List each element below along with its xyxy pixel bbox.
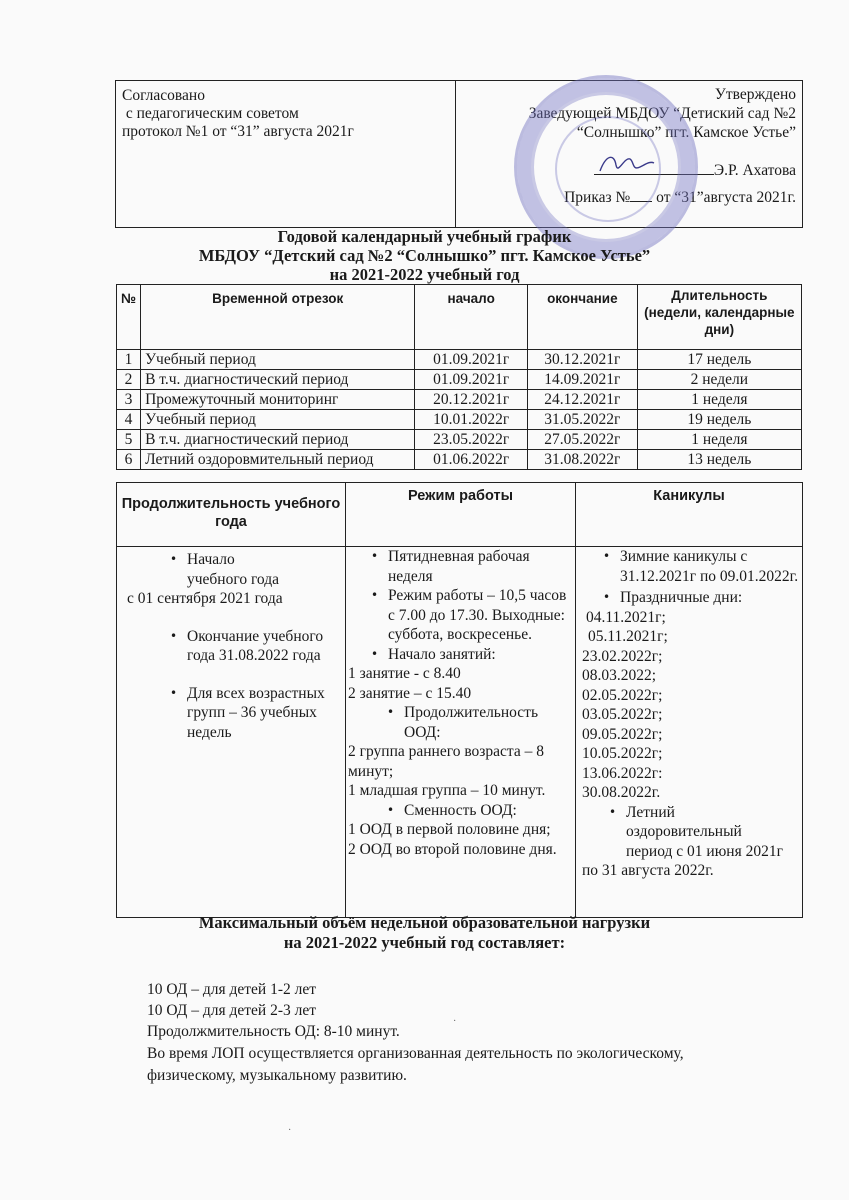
holiday-date: 05.11.2021г; [588, 628, 668, 645]
work-line: 2 группа раннего возраста – 8 минут; [348, 743, 545, 780]
approved-head [462, 161, 796, 180]
row-duration: 17 недель [637, 350, 801, 370]
doc-title: Годовой календарный учебный график [277, 227, 572, 246]
doc-year: на 2021-2022 учебный год [329, 265, 520, 284]
row-start: 23.05.2022г [415, 430, 528, 450]
holiday-date: 13.06.2022г: [582, 764, 663, 782]
row-name: Учебный период [141, 350, 415, 370]
holidays-cell [576, 547, 803, 918]
row-duration: 1 неделя [637, 430, 801, 450]
row-end: 30.12.2021г [528, 350, 638, 370]
header-work-mode: Режим работы [346, 483, 576, 547]
load-line: 10 ОД – для детей 2-3 лет [147, 1002, 317, 1019]
list-item: • Режим работы – 10,5 часов с 7.00 до 17.30. Выходные: суббота, воскресенье. [388, 586, 574, 645]
table-row [117, 430, 802, 450]
holiday-date: 10.05.2022г; [582, 745, 663, 762]
load-line: Во время ЛОП осуществляется организованная деятельность по экологическому, [147, 1045, 684, 1062]
agreed-cell [116, 81, 456, 227]
agreed-line: Согласовано [122, 87, 205, 104]
order-suffix: от “31”августа 2021г. [656, 189, 796, 206]
row-end: 31.08.2022г [528, 450, 638, 470]
row-num: 6 [117, 450, 141, 470]
row-name: В т.ч. диагностический период [141, 370, 415, 390]
list-item: • Окончание учебного года 31.08.2022 года [187, 627, 345, 666]
schedule-table [116, 284, 802, 470]
holiday-date: 08.03.2022; [582, 667, 657, 684]
header-num: № [117, 285, 141, 350]
row-start: 20.12.2021г [415, 390, 528, 410]
row-num: 3 [117, 390, 141, 410]
row-end: 31.05.2022г [528, 410, 638, 430]
year-length-cell [117, 547, 346, 918]
row-duration: 2 недели [637, 370, 801, 390]
row-duration: 19 недель [637, 410, 801, 430]
schedule-header-row [117, 285, 802, 350]
holiday-dates [578, 608, 800, 803]
approval-table [115, 80, 803, 228]
list-item: • Пятидневная рабочая неделя [388, 547, 574, 586]
load-line: физическому, музыкальному развитию. [147, 1067, 407, 1084]
list-item: • Сменность ООД: [404, 801, 574, 821]
row-start: 10.01.2022г [415, 410, 528, 430]
load-subtitle: на 2021-2022 учебный год составляет: [283, 933, 566, 952]
row-num: 4 [117, 410, 141, 430]
row-start: 01.09.2021г [415, 350, 528, 370]
doc-subtitle: МБДОУ “Детский сад №2 “Солнышко” пгт. Камское Устье” [198, 246, 651, 265]
agreed-line: с педагогическим советом [122, 105, 299, 122]
work-line: 2 ООД во второй половине дня. [348, 840, 557, 858]
list-item: • Зимние каникулы с 31.12.2021г по 09.01.2022г. [620, 547, 800, 586]
list-item: • Праздничные дни: [620, 588, 800, 608]
approved-cell [456, 81, 802, 227]
work-line: 1 младшая группа – 10 минут. [348, 782, 546, 799]
table-row [117, 450, 802, 470]
row-start: 01.06.2022г [415, 450, 528, 470]
table-row [117, 390, 802, 410]
holiday-date: 02.05.2022г; [582, 686, 663, 704]
order-prefix: Приказ № [564, 189, 631, 206]
list-item: • Для всех возрастных групп – 36 учебных недель [187, 684, 345, 743]
list-item: • Начало занятий: [388, 645, 574, 665]
approved-order [462, 188, 796, 207]
header-period: Временной отрезок [141, 285, 415, 350]
start-date: с 01 сентября 2021 года [127, 590, 283, 607]
holiday-date: 30.08.2022г. [582, 784, 661, 801]
work-line: 1 занятие - с 8.40 [348, 665, 461, 682]
info-table [116, 482, 803, 918]
work-line: 2 занятие – с 15.40 [348, 684, 472, 702]
row-end: 24.12.2021г [528, 390, 638, 410]
holiday-date: 23.02.2022г; [582, 647, 663, 665]
table-row [117, 370, 802, 390]
load-line: Продолжмительность ОД: 8-10 минут. [147, 1023, 400, 1040]
header-start: начало [415, 285, 528, 350]
holiday-date: 03.05.2022г; [582, 706, 663, 723]
row-name: Учебный период [141, 410, 415, 430]
table-row [117, 410, 802, 430]
row-name: Промежуточный мониторинг [141, 390, 415, 410]
head-name: Э.Р. Ахатова [713, 162, 796, 179]
row-name: Летний оздоровмительный период [141, 450, 415, 470]
table-row [117, 350, 802, 370]
scan-speck: · [453, 1016, 457, 1027]
approved-label: Утверждено [714, 86, 796, 103]
work-mode-cell [346, 547, 576, 918]
approved-org-name: “Солнышко” пгт. Камское Устье” [576, 124, 796, 141]
work-line: 1 ООД в первой половине дня; [348, 821, 551, 838]
row-duration: 1 неделя [637, 390, 801, 410]
row-num: 1 [117, 350, 141, 370]
info-body-row [117, 547, 803, 918]
row-duration: 13 недель [637, 450, 801, 470]
header-year-length: Продолжительность учебного года [117, 483, 346, 547]
list-item: • Летний оздоровительный период с 01 июня 2021г [626, 803, 786, 862]
row-name: В т.ч. диагностический период [141, 430, 415, 450]
header-end: окончание [528, 285, 638, 350]
row-num: 2 [117, 370, 141, 390]
summer-end: по 31 августа 2022г. [582, 862, 714, 879]
info-header-row [117, 483, 803, 547]
approved-org: Заведующей МБДОУ “Детиский сад №2 [528, 105, 796, 122]
row-start: 01.09.2021г [415, 370, 528, 390]
load-line: 10 ОД – для детей 1-2 лет [147, 981, 317, 998]
load-title: Максимальный объём недельной образовательной нагрузки [198, 913, 651, 932]
list-item: • Продолжительность ООД: [404, 703, 574, 742]
holiday-date: 09.05.2022г; [582, 725, 663, 743]
agreed-line: протокол №1 от “31” августа 2021г [122, 123, 354, 140]
row-end: 27.05.2022г [528, 430, 638, 450]
holiday-date: 04.11.2021г; [586, 608, 666, 626]
list-item: • Начало учебного года [187, 550, 297, 589]
row-end: 14.09.2021г [528, 370, 638, 390]
row-num: 5 [117, 430, 141, 450]
scan-speck: · [288, 1125, 292, 1136]
header-holidays: Каникулы [576, 483, 803, 547]
header-duration: Длительность (недели, календарные дни) [637, 285, 801, 350]
